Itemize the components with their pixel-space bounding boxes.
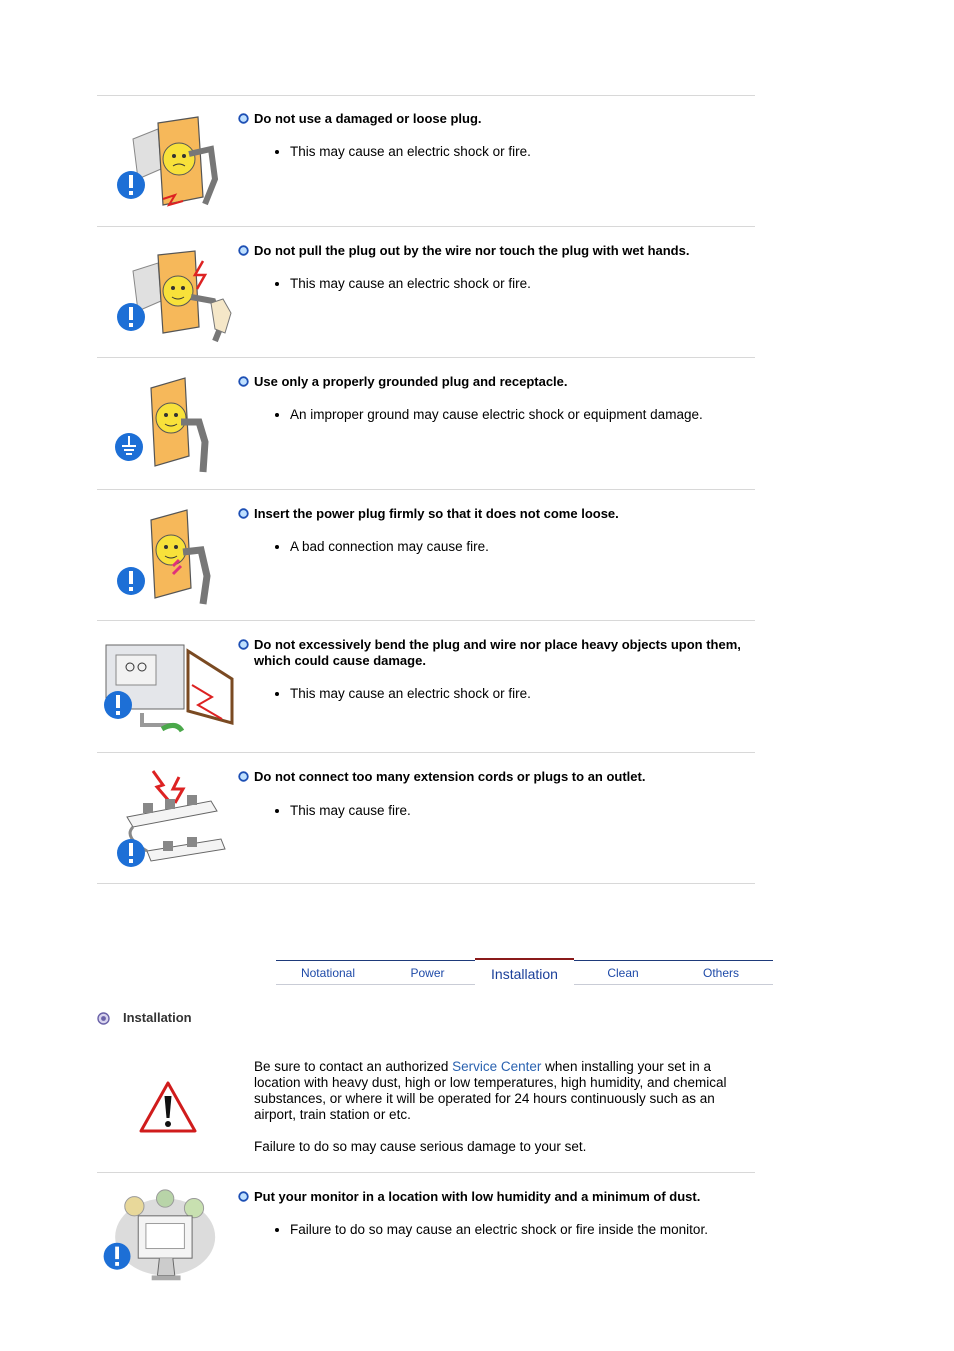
item-heading: Insert the power plug firmly so that it does not come loose. — [238, 506, 755, 522]
blue-ring-bullet-icon — [238, 376, 249, 387]
pull-plug-illustration — [103, 241, 235, 345]
blue-ring-bullet-icon — [238, 639, 249, 650]
intro-paragraph: Be sure to contact an authorized Service Center when installing your set in a location with heavy dust, high or low temperatures, high humidity, and chemical substances, or where it will be operated for 24 hours continuously such as an airport, train station or etc. — [254, 1059, 727, 1122]
section-bullet-icon — [97, 1012, 110, 1025]
item-detail: This may cause an electric shock or fire. — [275, 686, 531, 702]
safety-item — [97, 95, 755, 226]
safety-item — [97, 621, 755, 752]
safety-item — [97, 490, 755, 620]
item-heading: Use only a properly grounded plug and receptacle. — [238, 374, 755, 390]
insert-plug-illustration — [103, 504, 235, 608]
item-heading: Do not pull the plug out by the wire nor touch the plug with wet hands. — [238, 243, 755, 259]
item-detail: This may cause an electric shock or fire. — [275, 276, 531, 292]
section-tabs — [276, 958, 773, 988]
grounded-plug-illustration — [103, 372, 235, 476]
warning-triangle-icon — [138, 1080, 198, 1134]
item-detail: An improper ground may cause electric shock or equipment damage. — [275, 407, 703, 423]
item-detail: A bad connection may cause fire. — [275, 539, 489, 555]
item-detail: This may cause an electric shock or fire. — [275, 144, 531, 160]
list-dot — [275, 150, 279, 154]
list-dot — [275, 545, 279, 549]
tab-power[interactable]: Power — [410, 966, 445, 980]
item-heading: Put your monitor in a location with low humidity and a minimum of dust. — [238, 1189, 755, 1205]
item-heading: Do not excessively bend the plug and wire nor place heavy objects upon them, which could cause damage. — [238, 637, 755, 669]
extension-cords-illustration — [103, 767, 235, 871]
safety-item — [97, 1173, 755, 1303]
item-detail: Failure to do so may cause an electric shock or fire inside the monitor. — [275, 1222, 708, 1238]
item-detail: This may cause fire. — [275, 803, 411, 819]
blue-ring-bullet-icon — [238, 508, 249, 519]
list-dot — [275, 692, 279, 696]
item-heading: Do not connect too many extension cords or plugs to an outlet. — [238, 769, 755, 785]
installation-intro — [254, 1059, 754, 1155]
safety-item — [97, 358, 755, 489]
section-title: Installation — [97, 1010, 192, 1025]
damaged-plug-illustration — [103, 109, 235, 213]
intro-second-paragraph: Failure to do so may cause serious damage to your set. — [254, 1139, 587, 1154]
dusty-monitor-illustration — [103, 1187, 235, 1287]
tab-installation[interactable]: Installation — [475, 958, 574, 986]
tab-others[interactable]: Others — [702, 966, 739, 980]
divider — [97, 883, 755, 884]
item-heading: Do not use a damaged or loose plug. — [238, 111, 755, 127]
safety-item — [97, 753, 755, 883]
list-dot — [275, 1228, 279, 1232]
blue-ring-bullet-icon — [238, 1191, 249, 1202]
service-center-link[interactable]: Service Center — [452, 1059, 542, 1074]
bent-wire-illustration — [101, 641, 235, 745]
blue-ring-bullet-icon — [238, 771, 249, 782]
blue-ring-bullet-icon — [238, 113, 249, 124]
list-dot — [275, 282, 279, 286]
list-dot — [275, 809, 279, 813]
list-dot — [275, 413, 279, 417]
tab-clean[interactable]: Clean — [607, 966, 639, 980]
tab-notational[interactable]: Notational — [300, 966, 356, 980]
blue-ring-bullet-icon — [238, 245, 249, 256]
safety-item — [97, 227, 755, 357]
